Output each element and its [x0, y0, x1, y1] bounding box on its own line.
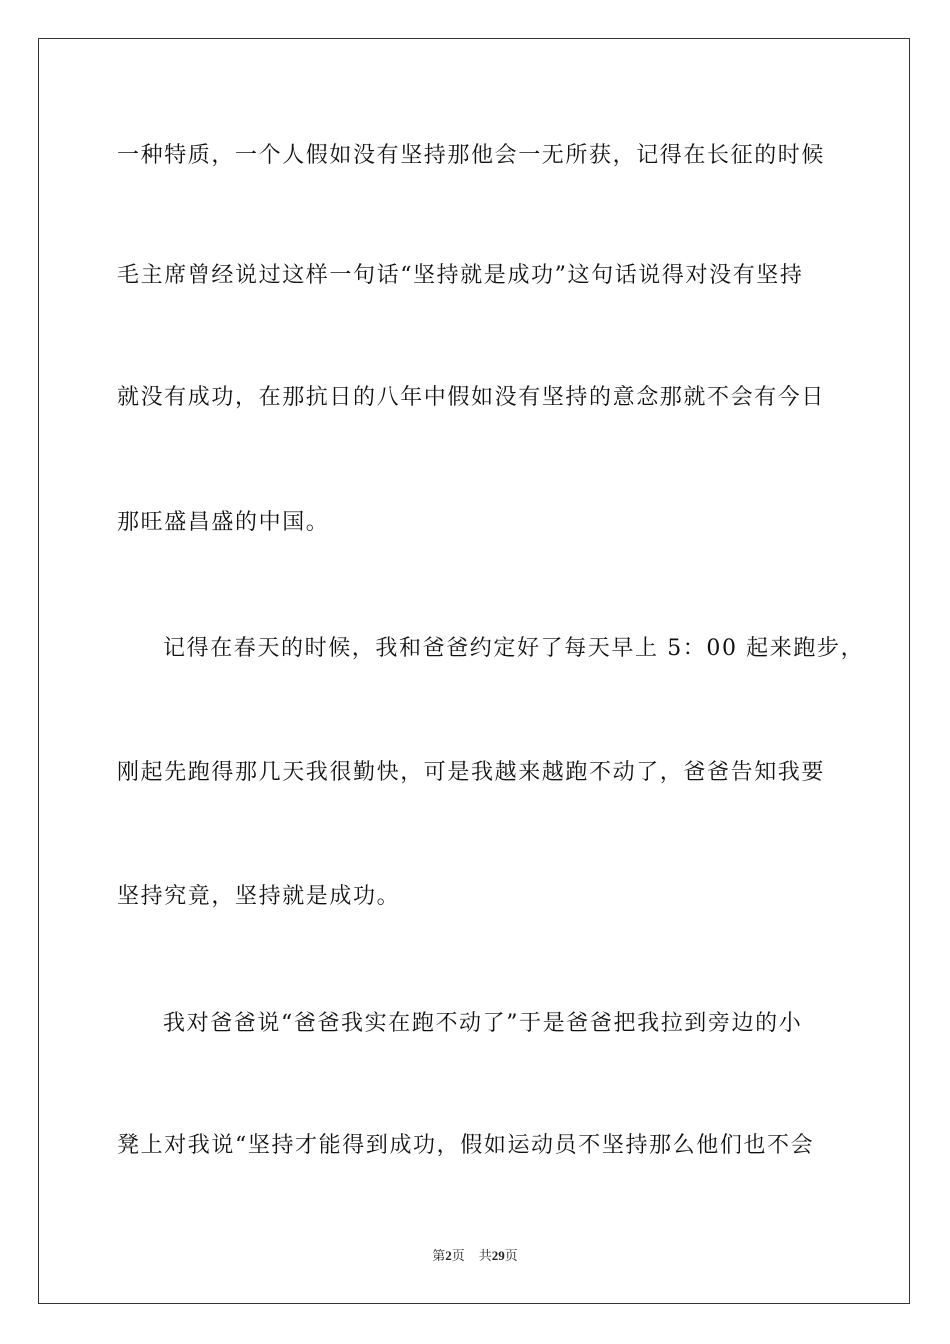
page-prefix: 第: [432, 1249, 446, 1264]
total-suffix: 页: [504, 1249, 518, 1264]
page-suffix: 页: [451, 1249, 465, 1264]
paragraph-2-line-2: 刚起先跑得那几天我很勤快，可是我越来越跑不动了，爸爸告知我要: [117, 760, 826, 785]
paragraph-3-line-2: 凳上对我说“坚持才能得到成功，假如运动员不坚持那么他们也不会: [117, 1133, 815, 1158]
page-number: 2: [445, 1248, 452, 1263]
body-line-3: 就没有成功，在那抗日的八年中假如没有坚持的意念那就不会有今日: [117, 385, 826, 410]
paragraph-2-line-3: 坚持究竟，坚持就是成功。: [117, 884, 401, 909]
paragraph-2-line-1: 记得在春天的时候，我和爸爸约定好了每天早上 5：00 起来跑步，: [163, 636, 865, 661]
total-pages: 29: [491, 1248, 505, 1263]
body-line-1: 一种特质，一个人假如没有坚持那他会一无所获，记得在长征的时候: [117, 143, 826, 168]
body-line-4: 那旺盛昌盛的中国。: [117, 510, 330, 535]
page-footer: [0, 1247, 950, 1266]
paragraph-3-line-1: 我对爸爸说“爸爸我实在跑不动了”于是爸爸把我拉到旁边的小: [163, 1011, 803, 1036]
total-prefix: 共: [478, 1249, 492, 1264]
body-line-2: 毛主席曾经说过这样一句话“坚持就是成功”这句话说得对没有坚持: [117, 263, 804, 288]
page-border: [38, 38, 910, 1304]
